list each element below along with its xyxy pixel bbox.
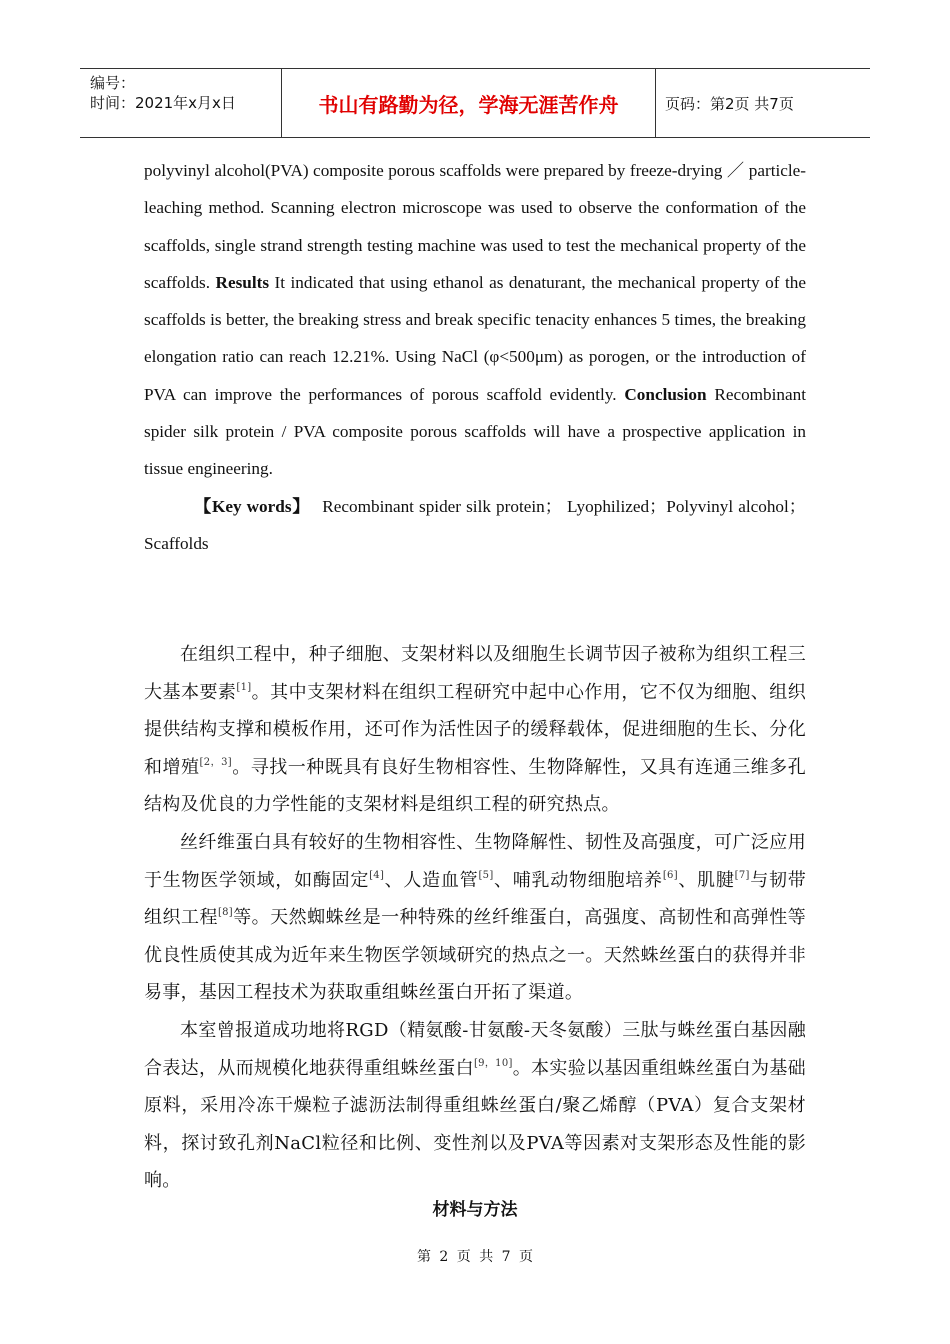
citation: [5] — [478, 869, 494, 881]
conclusion-label: Conclusion — [624, 384, 707, 404]
body-paragraph-3 — [144, 1012, 806, 1200]
abstract-text: It indicated that using ethanol as denaturant, the mechanical property of the scaffolds is better, the breaking stress and break specific tenacity enhances 5 times, the breaking elongation ratio can reach 12.21%. Using NaCl (φ<500μm) as porogen, or the introduction of PVA can improve the performances of porous scaffold evidently. — [144, 272, 806, 404]
number-label: 编号： — [90, 74, 136, 92]
body-text: 在组织工程中，种子细胞、支架材料以及细胞生长调节因子被称为组织工程三大基本要素 — [144, 644, 806, 703]
page-footer: 第 2 页 共 7 页 — [416, 1249, 534, 1265]
body-text: 、人造血管 — [384, 869, 479, 891]
time-label: 时间：2021年x月x日 — [90, 94, 236, 112]
body-text: 。其中支架材料在组织工程研究中起中心作用，它不仅为细胞、组织提供结构支撑和模板作用，还可作为活性因子的缓释载体，促进细胞的生长、分化和增殖 — [144, 681, 807, 778]
body-text: 与韧带组织工程 — [144, 869, 807, 929]
chinese-body — [144, 636, 806, 1200]
citation: [1] — [236, 681, 252, 693]
body-text: 丝纤维蛋白具有较好的生物相容性、生物降解性、韧性及高强度，可广泛应用于生物医学领域，如酶固定 — [144, 831, 806, 891]
abstract-text: Recombinant spider silk protein / PVA composite porous scaffolds will have a prospective application in tissue engineering. — [144, 384, 806, 479]
citation: [2，3] — [199, 756, 233, 768]
keywords-line — [144, 488, 806, 563]
body-text: 。寻找一种既具有良好生物相容性、生物降解性，又具有连通三维多孔结构及优良的力学性能的支架材料是组织工程的研究热点。 — [144, 756, 806, 816]
citation: [4] — [369, 869, 385, 881]
citation: [7] — [734, 869, 750, 881]
header-page-label: 页码：第2页 共7页 — [665, 94, 794, 113]
header-motto: 书山有路勤为径，学海无涯苦作舟 — [281, 69, 656, 137]
citation: [6] — [662, 869, 678, 881]
body-text: 。本实验以基因重组蛛丝蛋白为基础原料，采用冷冻干燥粒子滤沥法制得重组蛛丝蛋白/聚乙烯醇（PVA）复合支架材料，探讨致孔剂NaCl粒径和比例、变性剂以及PVA等因素对支架形态及性能的影响。 — [144, 1057, 806, 1192]
body-text: 、肌腱 — [677, 869, 735, 891]
body-paragraph-2 — [144, 824, 806, 1012]
citation: [9，10] — [473, 1057, 513, 1069]
keywords-label: 【Key words】 — [194, 496, 311, 516]
abstract-text: polyvinyl alcohol(PVA) composite porous scaffolds were prepared by freeze-drying ／ particle-leaching method. Scanning electron microscope was used to observe the conformation of the scaffolds, single strand strength testing machine was used to test the mechanical property of the scaffolds. — [144, 161, 806, 292]
citation: [8] — [217, 907, 234, 919]
results-label: Results — [215, 272, 270, 292]
header-meta — [80, 69, 281, 137]
body-text: 、哺乳动物细胞培养 — [493, 869, 663, 891]
keywords-text: Recombinant spider silk protein； Lyophilized；Polyvinyl alcohol； Scaffolds — [144, 496, 806, 553]
body-text: 等。天然蜘蛛丝是一种特殊的丝纤维蛋白，高强度、高韧性和高弹性等优良性质使其成为近年来生物医学领域研究的热点之一。天然蛛丝蛋白的获得并非易事，基因工程技术为获取重组蛛丝蛋白开拓了渠道。 — [144, 907, 806, 1004]
body-text: 本室曾报道成功地将RGD（精氨酸-甘氨酸-天冬氨酸）三肽与蛛丝蛋白基因融合表达，从而规模化地获得重组蛛丝蛋白 — [144, 1019, 806, 1079]
english-abstract — [144, 152, 806, 562]
abstract-paragraph — [144, 152, 806, 488]
page-header — [80, 68, 870, 138]
section-title: 材料与方法 — [432, 1200, 518, 1220]
body-paragraph-1 — [144, 636, 806, 824]
